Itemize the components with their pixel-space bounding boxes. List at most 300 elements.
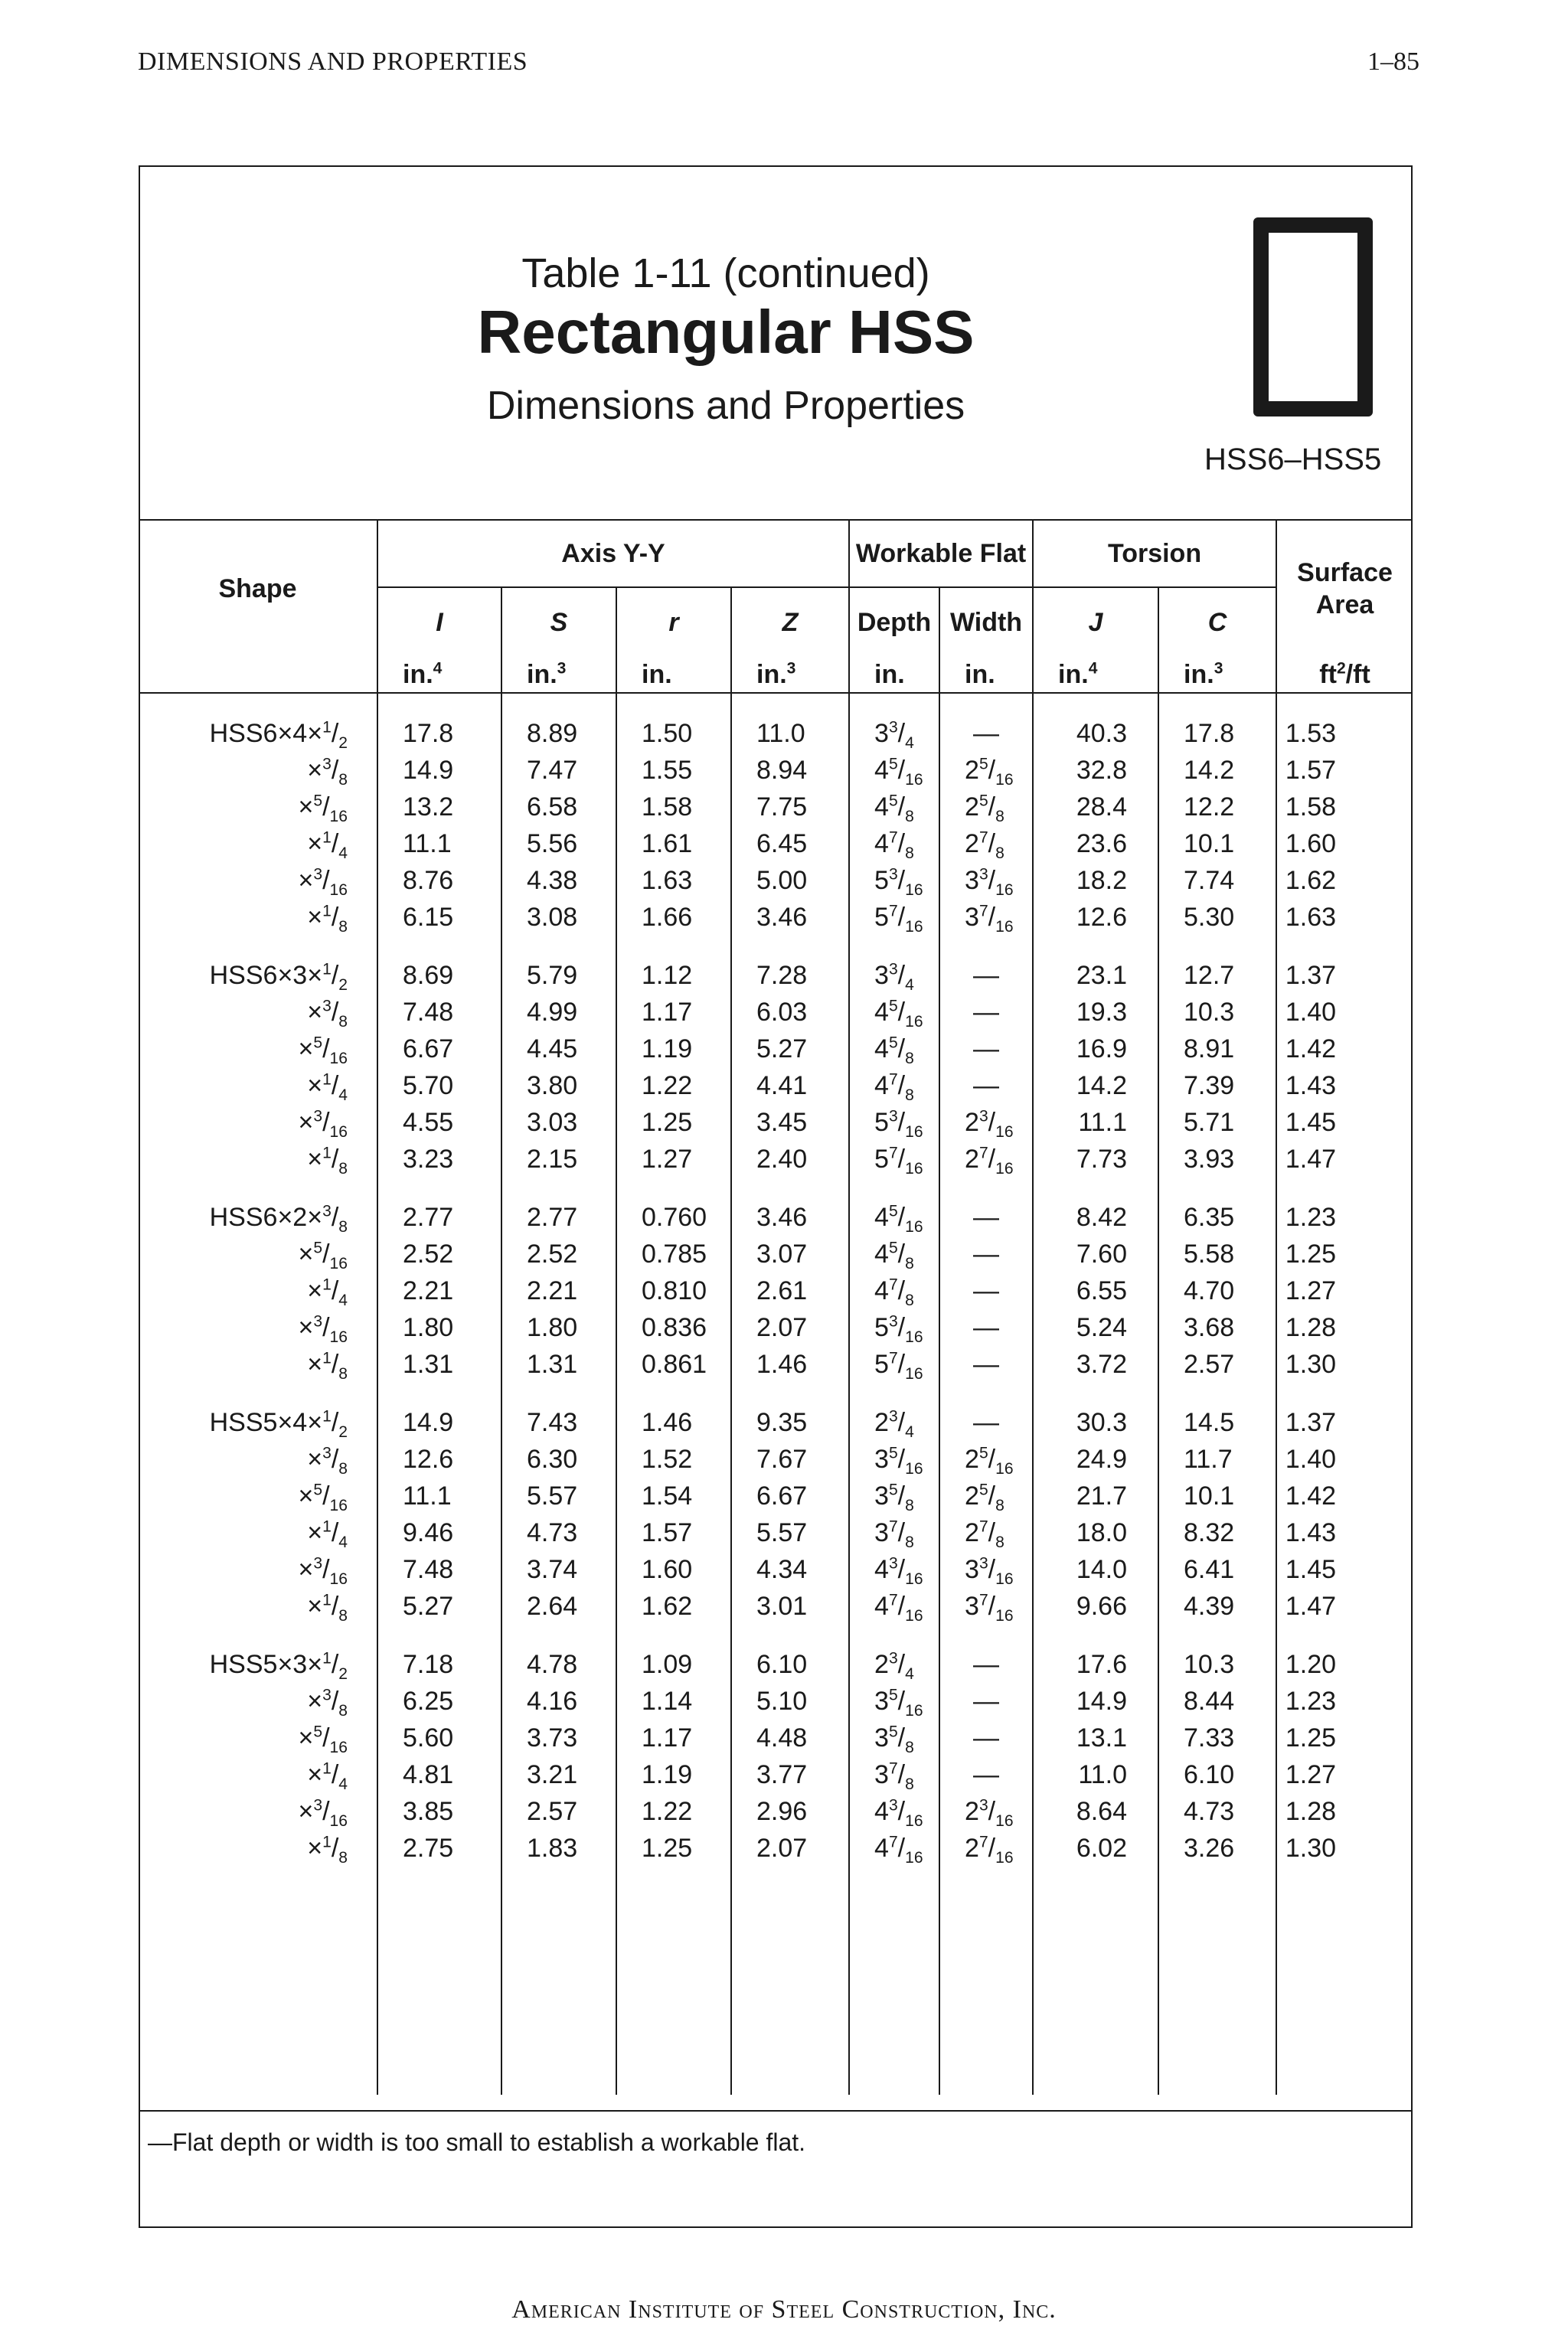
- cell-J: 16.9: [1033, 1031, 1158, 1067]
- cell-width: —: [939, 1236, 1033, 1272]
- cell-area: 1.25: [1276, 1236, 1413, 1272]
- cell-S: 8.89: [501, 715, 616, 752]
- cell-I: 11.1: [377, 825, 501, 862]
- cell-depth: $4^7/_8$: [849, 825, 939, 862]
- publisher-footer: American Institute of Steel Construction, Inc.: [511, 2295, 1057, 2324]
- cell-r: 1.22: [616, 1793, 731, 1830]
- table-row: [139, 825, 1413, 862]
- cell-depth: $4^7/_8$: [849, 1272, 939, 1309]
- cell-C: 7.33: [1158, 1720, 1276, 1756]
- cell-depth: $3^5/_8$: [849, 1720, 939, 1756]
- cell-width: $2^5/_8$: [939, 789, 1033, 825]
- cell-area: 1.47: [1276, 1588, 1413, 1625]
- cell-S: 4.38: [501, 862, 616, 899]
- cell-area: 1.62: [1276, 862, 1413, 899]
- cell-S: 1.83: [501, 1830, 616, 1867]
- cell-Z: 5.00: [731, 862, 849, 899]
- unit-cell: $ft^2/ft$: [1276, 657, 1413, 693]
- cell-Z: 2.61: [731, 1272, 849, 1309]
- cell-I: 3.23: [377, 1141, 501, 1178]
- cell-width: —: [939, 1720, 1033, 1756]
- col-depth: Depth: [849, 587, 939, 657]
- table-row: [139, 789, 1413, 825]
- cell-S: 4.16: [501, 1683, 616, 1720]
- cell-Z: 2.07: [731, 1309, 849, 1346]
- cell-S: 4.73: [501, 1514, 616, 1551]
- cell-J: 14.9: [1033, 1683, 1158, 1720]
- cell-Z: 3.01: [731, 1588, 849, 1625]
- cell-depth: $5^3/_{16}$: [849, 1104, 939, 1141]
- cell-r: 1.62: [616, 1588, 731, 1625]
- cell-J: 8.42: [1033, 1199, 1158, 1236]
- cell-depth: $4^7/_{16}$: [849, 1588, 939, 1625]
- cell-S: 2.15: [501, 1141, 616, 1178]
- shape-cell: $\times^1/_8$: [307, 902, 348, 936]
- cell-Z: 1.46: [731, 1346, 849, 1383]
- table-row: [139, 899, 1413, 936]
- cell-I: 7.48: [377, 1551, 501, 1588]
- cell-width: —: [939, 1756, 1033, 1793]
- cell-area: 1.42: [1276, 1478, 1413, 1514]
- table-row: [139, 1272, 1413, 1309]
- cell-Z: 7.75: [731, 789, 849, 825]
- cell-J: 8.64: [1033, 1793, 1158, 1830]
- cell-depth: $5^3/_{16}$: [849, 862, 939, 899]
- cell-r: 1.66: [616, 899, 731, 936]
- cell-width: —: [939, 1309, 1033, 1346]
- cell-width: —: [939, 1404, 1033, 1441]
- cell-depth: $4^5/_8$: [849, 789, 939, 825]
- cell-Z: 6.10: [731, 1646, 849, 1683]
- shape-cell: $\times^1/_4$: [307, 1070, 348, 1104]
- cell-area: 1.60: [1276, 825, 1413, 862]
- cell-width: —: [939, 994, 1033, 1031]
- cell-S: 3.80: [501, 1067, 616, 1104]
- col-S: S: [501, 587, 616, 657]
- cell-area: 1.40: [1276, 1441, 1413, 1478]
- cell-C: 6.41: [1158, 1551, 1276, 1588]
- cell-r: 1.22: [616, 1067, 731, 1104]
- cell-width: $2^7/_{16}$: [939, 1141, 1033, 1178]
- cell-Z: 4.34: [731, 1551, 849, 1588]
- cell-Z: 3.46: [731, 1199, 849, 1236]
- cell-area: 1.37: [1276, 1404, 1413, 1441]
- cell-S: 6.30: [501, 1441, 616, 1478]
- cell-r: 0.785: [616, 1236, 731, 1272]
- table-row: [139, 957, 1413, 994]
- table-row: [139, 752, 1413, 789]
- cell-r: 1.52: [616, 1441, 731, 1478]
- cell-width: —: [939, 1031, 1033, 1067]
- cell-width: —: [939, 1199, 1033, 1236]
- unit-cell: in.$^4$: [377, 657, 501, 693]
- cell-area: 1.23: [1276, 1199, 1413, 1236]
- cell-I: 6.15: [377, 899, 501, 936]
- cell-I: 14.9: [377, 1404, 501, 1441]
- cell-I: 5.60: [377, 1720, 501, 1756]
- shape-cell: $\times^1/_8$: [307, 1833, 348, 1867]
- cell-r: 1.46: [616, 1404, 731, 1441]
- shape-cell: $\times^3/_{16}$: [298, 1796, 348, 1830]
- cell-J: 5.24: [1033, 1309, 1158, 1346]
- table-row: [139, 1756, 1413, 1793]
- cell-width: —: [939, 1272, 1033, 1309]
- cell-area: 1.45: [1276, 1104, 1413, 1141]
- table-row: [139, 1236, 1413, 1272]
- table-frame: [139, 165, 1413, 2228]
- unit-cell: in.: [939, 657, 1033, 693]
- cell-area: 1.20: [1276, 1646, 1413, 1683]
- unit-cell: in.: [849, 657, 939, 693]
- cell-I: 2.77: [377, 1199, 501, 1236]
- cell-Z: 11.0: [731, 715, 849, 752]
- cell-C: 4.70: [1158, 1272, 1276, 1309]
- col-shape: Shape: [218, 573, 297, 603]
- cell-depth: $2^3/_4$: [849, 1646, 939, 1683]
- cell-C: 7.39: [1158, 1067, 1276, 1104]
- cell-J: 18.2: [1033, 862, 1158, 899]
- cell-r: 1.63: [616, 862, 731, 899]
- cell-S: 2.64: [501, 1588, 616, 1625]
- cell-area: 1.28: [1276, 1309, 1413, 1346]
- cell-I: 8.69: [377, 957, 501, 994]
- cell-width: —: [939, 1346, 1033, 1383]
- cell-I: 8.76: [377, 862, 501, 899]
- cell-I: 2.21: [377, 1272, 501, 1309]
- cell-width: $2^3/_{16}$: [939, 1793, 1033, 1830]
- cell-r: 1.61: [616, 825, 731, 862]
- shape-cell: $\times^1/_4$: [307, 828, 348, 862]
- table-row: [139, 1683, 1413, 1720]
- unit-cell: in.: [616, 657, 731, 693]
- cell-r: 1.58: [616, 789, 731, 825]
- cell-area: 1.27: [1276, 1756, 1413, 1793]
- cell-I: 4.55: [377, 1104, 501, 1141]
- cell-depth: $3^5/_{16}$: [849, 1683, 939, 1720]
- shape-cell: $\times^3/_{16}$: [298, 1312, 348, 1346]
- cell-Z: 6.03: [731, 994, 849, 1031]
- cell-area: 1.42: [1276, 1031, 1413, 1067]
- cell-C: 10.1: [1158, 1478, 1276, 1514]
- cell-J: 24.9: [1033, 1441, 1158, 1478]
- cell-I: 1.31: [377, 1346, 501, 1383]
- unit-cell: in.$^3$: [1158, 657, 1276, 693]
- cell-r: 0.810: [616, 1272, 731, 1309]
- col-C: C: [1158, 587, 1276, 657]
- cell-depth: $2^3/_4$: [849, 1404, 939, 1441]
- cell-J: 14.2: [1033, 1067, 1158, 1104]
- table-header: [139, 520, 1413, 693]
- cell-Z: 5.10: [731, 1683, 849, 1720]
- cell-S: 3.03: [501, 1104, 616, 1141]
- cell-C: 8.91: [1158, 1031, 1276, 1067]
- cell-area: 1.28: [1276, 1793, 1413, 1830]
- cell-C: 12.7: [1158, 957, 1276, 994]
- cell-r: 0.861: [616, 1346, 731, 1383]
- shape-cell: $\times^5/_{16}$: [298, 1723, 348, 1756]
- cell-depth: $5^3/_{16}$: [849, 1309, 939, 1346]
- rectangular-hss-section-icon: [1253, 217, 1373, 416]
- cell-J: 11.0: [1033, 1756, 1158, 1793]
- shape-cell: $\times^5/_{16}$: [298, 1034, 348, 1067]
- cell-depth: $4^7/_{16}$: [849, 1830, 939, 1867]
- shape-cell: $\times^1/_4$: [307, 1276, 348, 1309]
- cell-I: 6.25: [377, 1683, 501, 1720]
- cell-J: 18.0: [1033, 1514, 1158, 1551]
- cell-r: 1.57: [616, 1514, 731, 1551]
- shape-cell: $\times^5/_{16}$: [298, 792, 348, 825]
- cell-r: 1.12: [616, 957, 731, 994]
- cell-C: 5.71: [1158, 1104, 1276, 1141]
- cell-depth: $4^5/_{16}$: [849, 752, 939, 789]
- cell-Z: 2.96: [731, 1793, 849, 1830]
- cell-S: 3.73: [501, 1720, 616, 1756]
- cell-depth: $3^7/_8$: [849, 1514, 939, 1551]
- cell-Z: 2.40: [731, 1141, 849, 1178]
- shape-cell: $\times^1/_4$: [307, 1759, 348, 1793]
- cell-Z: 3.45: [731, 1104, 849, 1141]
- cell-Z: 7.67: [731, 1441, 849, 1478]
- cell-S: 4.78: [501, 1646, 616, 1683]
- table-row: [139, 1551, 1413, 1588]
- unit-cell: in.$^3$: [731, 657, 849, 693]
- cell-C: 6.35: [1158, 1199, 1276, 1236]
- cell-J: 23.6: [1033, 825, 1158, 862]
- cell-S: 4.99: [501, 994, 616, 1031]
- cell-Z: 7.28: [731, 957, 849, 994]
- cell-J: 12.6: [1033, 899, 1158, 936]
- cell-depth: $4^3/_{16}$: [849, 1793, 939, 1830]
- cell-Z: 6.45: [731, 825, 849, 862]
- table-row: [139, 994, 1413, 1031]
- cell-I: 1.80: [377, 1309, 501, 1346]
- cell-depth: $3^3/_4$: [849, 715, 939, 752]
- cell-I: 7.48: [377, 994, 501, 1031]
- cell-J: 32.8: [1033, 752, 1158, 789]
- cell-area: 1.27: [1276, 1272, 1413, 1309]
- table-row: [139, 1588, 1413, 1625]
- cell-area: 1.58: [1276, 789, 1413, 825]
- cell-S: 6.58: [501, 789, 616, 825]
- cell-S: 3.74: [501, 1551, 616, 1588]
- cell-depth: $3^3/_4$: [849, 957, 939, 994]
- cell-J: 6.55: [1033, 1272, 1158, 1309]
- cell-r: 1.50: [616, 715, 731, 752]
- cell-J: 28.4: [1033, 789, 1158, 825]
- table-row: [139, 1309, 1413, 1346]
- cell-S: 7.47: [501, 752, 616, 789]
- cell-C: 2.57: [1158, 1346, 1276, 1383]
- shape-cell: $\times^1/_8$: [307, 1591, 348, 1625]
- cell-r: 1.55: [616, 752, 731, 789]
- cell-area: 1.45: [1276, 1551, 1413, 1588]
- cell-C: 3.26: [1158, 1830, 1276, 1867]
- table-row: [139, 1346, 1413, 1383]
- cell-I: 14.9: [377, 752, 501, 789]
- cell-Z: 5.27: [731, 1031, 849, 1067]
- table-title-block: [140, 167, 1411, 519]
- cell-C: 10.1: [1158, 825, 1276, 862]
- cell-J: 7.60: [1033, 1236, 1158, 1272]
- cell-S: 1.80: [501, 1309, 616, 1346]
- table-row: [139, 1793, 1413, 1830]
- cell-r: 1.17: [616, 994, 731, 1031]
- cell-Z: 9.35: [731, 1404, 849, 1441]
- cell-width: —: [939, 1683, 1033, 1720]
- footnote-area: [140, 2110, 1411, 2228]
- cell-C: 4.39: [1158, 1588, 1276, 1625]
- table-body: [139, 693, 1413, 2095]
- cell-S: 5.56: [501, 825, 616, 862]
- cell-Z: 4.48: [731, 1720, 849, 1756]
- cell-C: 7.74: [1158, 862, 1276, 899]
- table-row: [139, 1067, 1413, 1104]
- col-width: Width: [939, 587, 1033, 657]
- cell-J: 3.72: [1033, 1346, 1158, 1383]
- cell-r: 1.60: [616, 1551, 731, 1588]
- col-r: r: [616, 587, 731, 657]
- cell-width: $2^5/_{16}$: [939, 1441, 1033, 1478]
- shape-cell: $\times^5/_{16}$: [298, 1481, 348, 1514]
- cell-S: 5.57: [501, 1478, 616, 1514]
- cell-J: 9.66: [1033, 1588, 1158, 1625]
- size-range-label: HSS6–HSS5: [1204, 443, 1382, 476]
- cell-Z: 8.94: [731, 752, 849, 789]
- running-head: DIMENSIONS AND PROPERTIES: [138, 47, 528, 76]
- cell-r: 1.14: [616, 1683, 731, 1720]
- shape-cell: $\times^1/_8$: [307, 1349, 348, 1383]
- cell-I: 13.2: [377, 789, 501, 825]
- cell-width: —: [939, 957, 1033, 994]
- cell-width: $2^7/_8$: [939, 825, 1033, 862]
- cell-depth: $5^7/_{16}$: [849, 1141, 939, 1178]
- cell-depth: $3^5/_8$: [849, 1478, 939, 1514]
- shape-cell: $\times^3/_{16}$: [298, 1554, 348, 1588]
- col-group-torsion: Torsion: [1033, 520, 1276, 587]
- cell-S: 2.77: [501, 1199, 616, 1236]
- col-Z: Z: [731, 587, 849, 657]
- table-number: Table 1-11 (continued): [521, 250, 930, 296]
- cell-J: 30.3: [1033, 1404, 1158, 1441]
- cell-depth: $3^5/_{16}$: [849, 1441, 939, 1478]
- cell-S: 5.79: [501, 957, 616, 994]
- hss-properties-table: [139, 519, 1413, 2095]
- cell-Z: 6.67: [731, 1478, 849, 1514]
- cell-depth: $5^7/_{16}$: [849, 899, 939, 936]
- cell-J: 14.0: [1033, 1551, 1158, 1588]
- cell-area: 1.63: [1276, 899, 1413, 936]
- shape-cell: $\times^3/_{16}$: [298, 1107, 348, 1141]
- unit-row: [139, 657, 1413, 693]
- shape-cell: $\times^5/_{16}$: [298, 1239, 348, 1272]
- table-row: [139, 1104, 1413, 1141]
- cell-C: 10.3: [1158, 1646, 1276, 1683]
- cell-S: 3.21: [501, 1756, 616, 1793]
- cell-J: 7.73: [1033, 1141, 1158, 1178]
- cell-area: 1.53: [1276, 715, 1413, 752]
- cell-width: $3^7/_{16}$: [939, 899, 1033, 936]
- shape-cell: $HSS6\times 3\times^1/_2$: [209, 960, 348, 994]
- cell-Z: 3.77: [731, 1756, 849, 1793]
- unit-cell: in.$^3$: [501, 657, 616, 693]
- cell-area: 1.37: [1276, 957, 1413, 994]
- cell-I: 5.27: [377, 1588, 501, 1625]
- cell-J: 17.6: [1033, 1646, 1158, 1683]
- cell-depth: $4^5/_8$: [849, 1031, 939, 1067]
- cell-C: 3.68: [1158, 1309, 1276, 1346]
- shape-cell: $\times^3/_8$: [307, 1444, 348, 1478]
- cell-J: 40.3: [1033, 715, 1158, 752]
- cell-area: 1.30: [1276, 1346, 1413, 1383]
- cell-area: 1.43: [1276, 1067, 1413, 1104]
- cell-width: $2^3/_{16}$: [939, 1104, 1033, 1141]
- cell-S: 2.21: [501, 1272, 616, 1309]
- cell-depth: $4^5/_8$: [849, 1236, 939, 1272]
- table-row: [139, 715, 1413, 752]
- shape-cell: $\times^3/_{16}$: [298, 865, 348, 899]
- table-subtitle: Dimensions and Properties: [486, 384, 965, 428]
- cell-S: 1.31: [501, 1346, 616, 1383]
- cell-J: 21.7: [1033, 1478, 1158, 1514]
- cell-C: 8.44: [1158, 1683, 1276, 1720]
- table-row: [139, 1646, 1413, 1683]
- shape-cell: $HSS6\times 4\times^1/_2$: [209, 718, 348, 752]
- cell-C: 5.58: [1158, 1236, 1276, 1272]
- shape-cell: $\times^3/_8$: [307, 997, 348, 1031]
- cell-width: $3^3/_{16}$: [939, 862, 1033, 899]
- cell-I: 12.6: [377, 1441, 501, 1478]
- cell-C: 10.3: [1158, 994, 1276, 1031]
- cell-S: 3.08: [501, 899, 616, 936]
- table-row: [139, 1031, 1413, 1067]
- cell-width: —: [939, 1646, 1033, 1683]
- cell-width: $2^5/_8$: [939, 1478, 1033, 1514]
- cell-S: 2.52: [501, 1236, 616, 1272]
- cell-r: 1.25: [616, 1830, 731, 1867]
- footnote: —Flat depth or width is too small to establish a workable flat.: [148, 2128, 806, 2156]
- col-J: J: [1033, 587, 1158, 657]
- cell-J: 23.1: [1033, 957, 1158, 994]
- cell-width: $2^5/_{16}$: [939, 752, 1033, 789]
- unit-cell: in.$^4$: [1033, 657, 1158, 693]
- shape-cell: $\times^3/_8$: [307, 755, 348, 789]
- cell-depth: $4^5/_{16}$: [849, 1199, 939, 1236]
- cell-depth: $3^7/_8$: [849, 1756, 939, 1793]
- shape-cell: $HSS5\times 4\times^1/_2$: [209, 1407, 348, 1441]
- cell-S: 7.43: [501, 1404, 616, 1441]
- page-number: 1–85: [1367, 47, 1419, 76]
- cell-depth: $4^3/_{16}$: [849, 1551, 939, 1588]
- cell-C: 5.30: [1158, 899, 1276, 936]
- col-I: I: [377, 587, 501, 657]
- cell-C: 11.7: [1158, 1441, 1276, 1478]
- cell-I: 5.70: [377, 1067, 501, 1104]
- shape-cell: $\times^3/_8$: [307, 1686, 348, 1720]
- col-group-workable-flat: Workable Flat: [849, 520, 1033, 587]
- table-row: [139, 1404, 1413, 1441]
- col-group-axis: Axis Y-Y: [377, 520, 849, 587]
- shape-cell: $\times^1/_8$: [307, 1144, 348, 1178]
- cell-width: $3^3/_{16}$: [939, 1551, 1033, 1588]
- cell-area: 1.30: [1276, 1830, 1413, 1867]
- cell-I: 17.8: [377, 715, 501, 752]
- cell-J: 13.1: [1033, 1720, 1158, 1756]
- cell-I: 11.1: [377, 1478, 501, 1514]
- cell-C: 3.93: [1158, 1141, 1276, 1178]
- cell-r: 1.19: [616, 1031, 731, 1067]
- cell-Z: 4.41: [731, 1067, 849, 1104]
- cell-I: 3.85: [377, 1793, 501, 1830]
